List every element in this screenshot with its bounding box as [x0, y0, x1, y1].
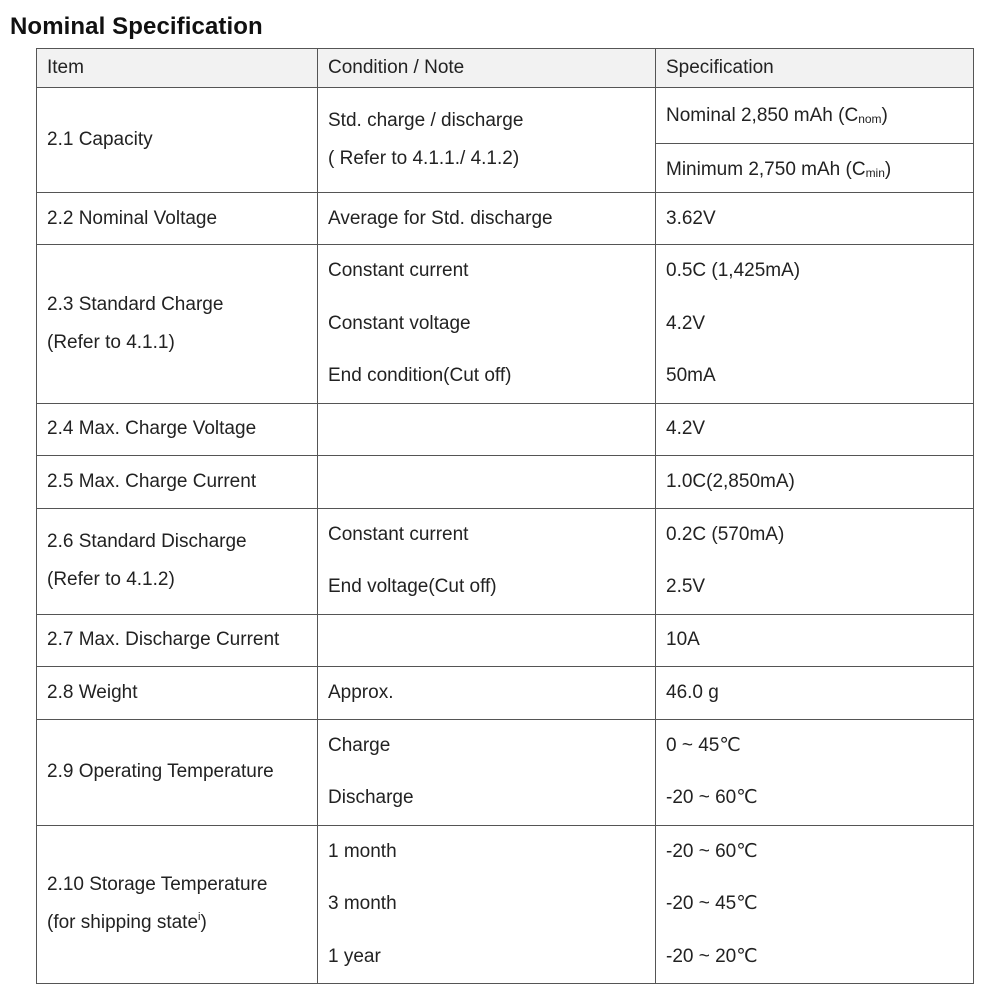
item-cell — [37, 88, 318, 193]
spec-cell — [656, 88, 974, 193]
spec-line: 50mA — [666, 365, 716, 386]
table-header-row — [37, 49, 974, 88]
item-cell: 2.7 Max. Discharge Current — [37, 614, 318, 666]
table-row — [37, 403, 974, 455]
footnote-marker: i — [198, 911, 201, 924]
table-row — [37, 614, 974, 666]
header-item: Item — [37, 49, 318, 88]
item-label: (Refer to 4.1.1) — [47, 331, 175, 353]
condition-line: 1 month — [328, 840, 397, 862]
condition-line: End condition(Cut off) — [328, 365, 512, 386]
table-row — [37, 455, 974, 508]
spec-cell: 3.62V — [656, 193, 974, 245]
condition-cell — [318, 88, 656, 193]
spec-line: 0 ~ 45℃ — [666, 734, 741, 756]
table-row — [37, 666, 974, 719]
header-specification: Specification — [656, 49, 974, 88]
header-condition: Condition / Note — [318, 49, 656, 88]
spec-cell: 1.0C(2,850mA) — [656, 455, 974, 508]
spec-cell — [656, 719, 974, 825]
condition-line: 1 year — [328, 945, 381, 967]
item-cell: 2.8 Weight — [37, 666, 318, 719]
condition-line: Constant current — [328, 260, 469, 281]
spec-cell: 10A — [656, 614, 974, 666]
condition-cell — [318, 719, 656, 825]
condition-line: Charge — [328, 734, 391, 756]
condition-cell — [318, 508, 656, 614]
spec-line: -20 ~ 20℃ — [666, 945, 758, 967]
spec-cell — [656, 508, 974, 614]
spec-cell — [656, 825, 974, 984]
table-row — [37, 245, 974, 404]
item-label: 2.1 Capacity — [47, 129, 153, 150]
spec-cell: 46.0 g — [656, 666, 974, 719]
condition-cell — [318, 403, 656, 455]
condition-cell: Approx. — [318, 666, 656, 719]
item-cell: 2.4 Max. Charge Voltage — [37, 403, 318, 455]
specification-table — [36, 48, 974, 984]
item-cell — [37, 825, 318, 984]
item-label: 2.6 Standard Discharge — [47, 531, 247, 552]
condition-line: Constant current — [328, 523, 469, 545]
condition-line: Constant voltage — [328, 312, 471, 334]
condition-cell — [318, 455, 656, 508]
table-row — [37, 825, 974, 984]
condition-line: Std. charge / discharge — [328, 110, 524, 131]
condition-cell — [318, 825, 656, 984]
table-row — [37, 193, 974, 245]
page-title: Nominal Specification — [10, 13, 263, 40]
condition-cell: Average for Std. discharge — [318, 193, 656, 245]
spec-line: 0.5C (1,425mA) — [666, 260, 801, 281]
condition-cell — [318, 245, 656, 404]
item-label: (for shipping state$^i$) — [47, 911, 207, 934]
spec-line: 2.5V — [666, 576, 706, 597]
spec-cell: 4.2V — [656, 403, 974, 455]
item-cell: 2.2 Nominal Voltage — [37, 193, 318, 245]
spec-nominal-capacity: Nominal 2,850 mAh $(C_{nom})$ — [656, 88, 973, 144]
spec-minimum-capacity: Minimum 2,750 mAh $(C_{min})$ — [666, 159, 892, 180]
condition-cell — [318, 614, 656, 666]
table-row — [37, 88, 974, 193]
condition-line: Discharge — [328, 787, 414, 808]
table-row — [37, 508, 974, 614]
item-cell — [37, 508, 318, 614]
item-cell: 2.9 Operating Temperature — [37, 719, 318, 825]
item-label: 2.10 Storage Temperature — [47, 874, 268, 896]
item-cell: 2.5 Max. Charge Current — [37, 455, 318, 508]
item-label: 2.3 Standard Charge — [47, 293, 224, 315]
spec-line: -20 ~ 60℃ — [666, 787, 758, 808]
item-cell — [37, 245, 318, 404]
spec-cell — [656, 245, 974, 404]
spec-line: -20 ~ 45℃ — [666, 893, 758, 914]
condition-line: End voltage(Cut off) — [328, 576, 497, 597]
spec-line: 4.2V — [666, 312, 706, 334]
table-row — [37, 719, 974, 825]
condition-line: 3 month — [328, 893, 397, 914]
spec-line: -20 ~ 60℃ — [666, 840, 758, 862]
condition-line: ( Refer to 4.1.1./ 4.1.2) — [328, 148, 520, 169]
spec-line: 0.2C (570mA) — [666, 523, 785, 545]
item-label: (Refer to 4.1.2) — [47, 569, 175, 590]
